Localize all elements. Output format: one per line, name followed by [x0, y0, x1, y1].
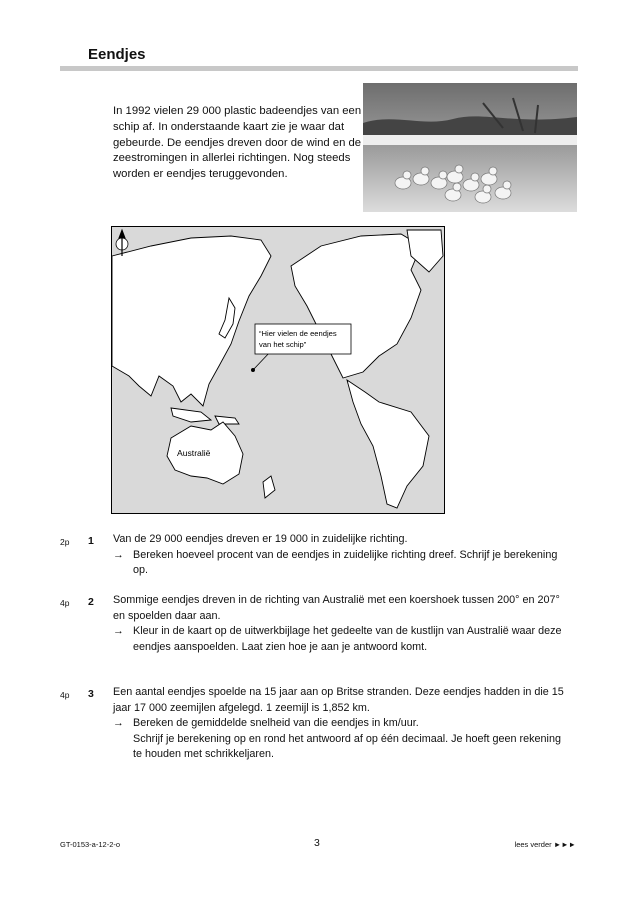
- q3-task-text: Bereken de gemiddelde snelheid van die eendjes in km/uur.: [133, 717, 419, 729]
- q1-points: 2p: [60, 537, 70, 547]
- q2-task-text: Kleur in de kaart op de uitwerkbijlage het gedeelte van de kustlijn van Australië waar deze eendjes aanspoelden. Laat zien hoe je aan je antwoord komt.: [133, 625, 562, 653]
- title-divider: [60, 66, 578, 71]
- arrow-icon: →: [113, 717, 124, 729]
- q3-block: [113, 685, 568, 763]
- q2-number: 2: [88, 596, 94, 608]
- callout-line2: van het schip”: [259, 340, 307, 349]
- q1-number: 1: [88, 535, 94, 547]
- arrow-icon: →: [113, 625, 124, 637]
- q2-task: [113, 624, 568, 655]
- q2-points: 4p: [60, 598, 70, 608]
- intro-text: In 1992 vielen 29 000 plastic badeendjes van een schip af. In onderstaande kaart zie je waar dat gebeurde. De eendjes dreven door de wind en de zeestromingen in allerlei richtingen. Nog steeds worden er eendjes teruggevonden.: [113, 105, 362, 181]
- q2-block: [113, 593, 568, 655]
- document-code: GT-0153-a-12-2-o: [60, 840, 121, 849]
- beach-ducks-photo: [363, 83, 577, 212]
- q2-text: Sommige eendjes dreven in de richting van Australië met een koershoek tussen 200° en 207° en spoelden daar aan.: [113, 594, 560, 622]
- page-number: 3: [314, 837, 320, 849]
- q1-text: Van de 29 000 eendjes dreven er 19 000 in zuidelijke richting.: [113, 533, 408, 545]
- q3-number: 3: [88, 688, 94, 700]
- continue-note: lees verder ►►►: [514, 840, 576, 849]
- arrow-icon: →: [113, 548, 124, 561]
- q3-task: [113, 716, 568, 763]
- q3-points: 4p: [60, 690, 70, 700]
- q1-block: [113, 532, 568, 579]
- q3-text: Een aantal eendjes spoelde na 15 jaar aan op Britse stranden. Deze eendjes hadden in die 15 jaar 17 000 zeemijlen afgelegd. 1 zeemijl is 1,852 km.: [113, 686, 564, 714]
- q1-task: [113, 548, 568, 579]
- callout-line1: “Hier vielen de eendjes: [259, 329, 337, 338]
- q3-task-extra: Schrijf je berekening op en rond het antwoord af op één decimaal. Je hoeft geen rekening te houden met schrikkeljaren.: [133, 732, 561, 760]
- q1-task-text: Bereken hoeveel procent van de eendjes in zuidelijke richting dreef. Schrijf je berekening op.: [133, 548, 558, 576]
- australia-label: Australië: [177, 448, 211, 458]
- page-title: Eendjes: [88, 46, 146, 63]
- pacific-world-map: [111, 226, 445, 514]
